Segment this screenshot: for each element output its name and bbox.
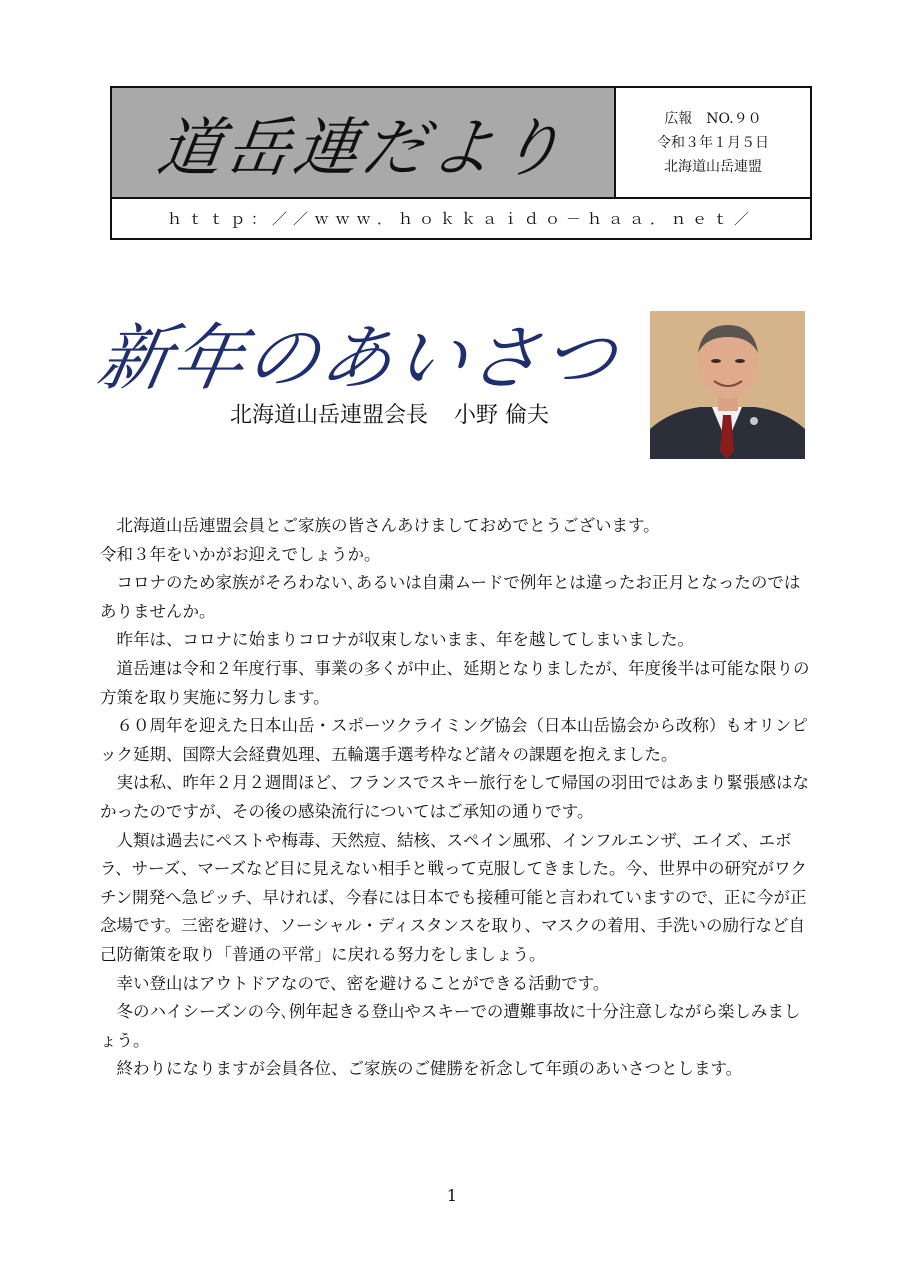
article-body <box>100 512 810 1084</box>
paragraph: 昨年は、コロナに始まりコロナが収束しないまま、年を越してしまいました。 <box>116 630 694 650</box>
author-line <box>230 398 549 429</box>
masthead <box>110 86 812 240</box>
author-portrait-photo <box>650 311 805 459</box>
paragraph: 幸い登山はアウトドアなので、密を避けることができる活動です。 <box>116 973 610 993</box>
issue-info <box>616 88 810 199</box>
article-title: 新年のあいさつ <box>91 316 625 400</box>
paragraph: コロナのため家族がそろわない､あるいは自粛ムードで例年とは違ったお正月となったのではありませんか。 <box>100 573 801 621</box>
issue-date: 令和３年１月５日 <box>657 134 769 151</box>
author-name: 小野 倫夫 <box>454 403 550 428</box>
paragraph: 実は私、昨年２月２週間ほど、フランスでスキー旅行をして帰国の羽田ではあまり緊張感はなかったのですが、その後の感染流行についてはご承知の通りです。 <box>100 773 810 821</box>
paragraph: 人類は過去にペストや梅毒、天然痘、結核、スペイン風邪、インフルエンザ、エイズ、エボラ、サーズ、マーズなど目に見えない相手と戦って克服してきました。今、世界中の研究がワクチン開発へ急ピッチ、早ければ、今春には日本でも接種可能と言われていますので、正に今が正念場です。三密を避け、ソーシャル・ディスタンスを取り、マスクの着用、手洗いの励行など自己防衛策を取り「普通の平常」に戻れる努力をしましょう。 <box>100 830 808 964</box>
paragraph: 北海道山岳連盟会員とご家族の皆さんあけましておめでとうございます。 <box>116 516 660 535</box>
page-number: 1 <box>446 1186 458 1205</box>
paragraph: 冬のハイシーズンの今､例年起きる登山やスキーでの遭難事故に十分注意しながら楽しみましょう。 <box>100 1002 801 1050</box>
paragraph: 道岳連は令和２年度行事、事業の多くが中止、延期となりましたが、年度後半は可能な限りの方策を取り実施に努力します。 <box>100 658 810 707</box>
issue-number: 広報 NO.９０ <box>664 110 762 127</box>
website-url: ｈｔｔｐ：／／ｗｗｗ．ｈｏｋｋａｉｄｏ－ｈａａ．ｎｅｔ／ <box>166 210 755 228</box>
masthead-title-box <box>112 88 616 199</box>
paragraph: ６０周年を迎えた日本山岳・スポーツクライミング協会（日本山岳協会から改称）もオリンピック延期、国際大会経費処理、五輪選手選考枠など諸々の課題を抱えました。 <box>100 716 808 764</box>
newsletter-title: 道岳連だより <box>152 111 572 186</box>
publisher-name: 北海道山岳連盟 <box>664 158 762 175</box>
paragraph: 令和３年をいかがお迎えでしょうか。 <box>100 544 381 564</box>
portrait-illustration <box>650 311 805 459</box>
author-role: 北海道山岳連盟会長 <box>230 403 429 428</box>
paragraph: 終わりになりますが会員各位、ご家族のご健勝を祈念して年頭のあいさつとします。 <box>116 1059 743 1079</box>
